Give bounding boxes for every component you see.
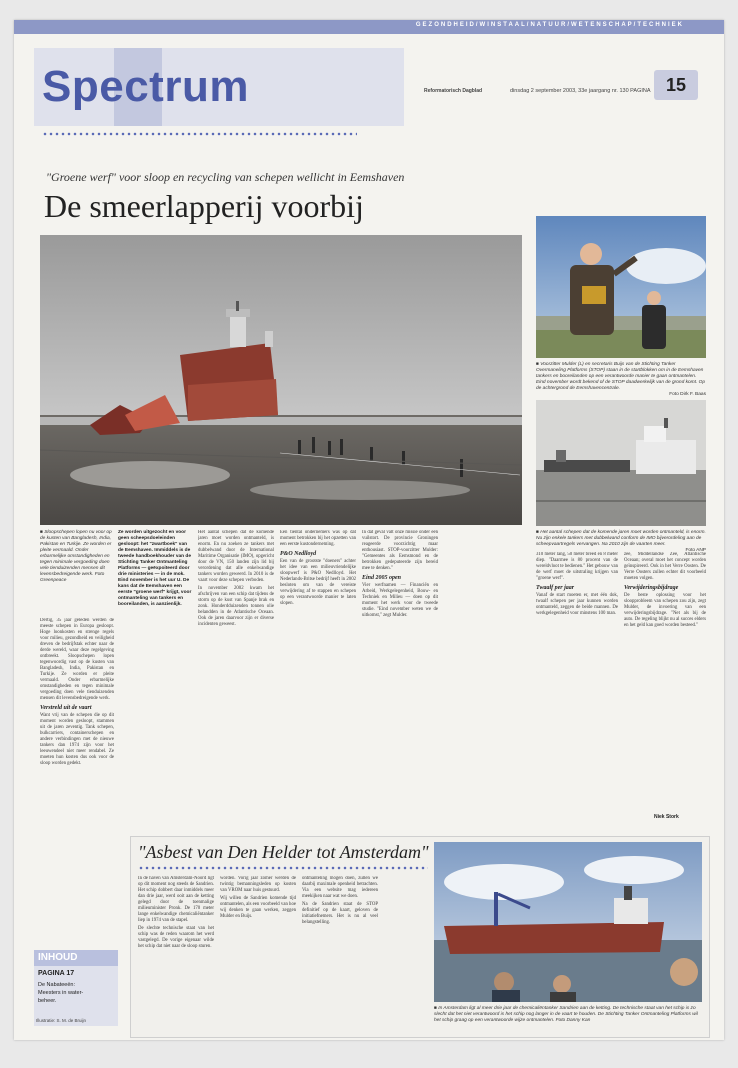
section-bar — [14, 20, 724, 34]
secondary-column-3 — [302, 876, 378, 1030]
article-kicker: "Groene werf" voor sloop en recycling van schepen wellicht in Eemshaven — [46, 170, 405, 184]
secondary-col3-paragraph-1: ontmanteling mogen doen, zullen we daarbij maximale openheid betrachten. Via een website mag iedereen meekijken naar wat we doen. — [302, 876, 378, 899]
date-line: dinsdag 2 september 2003, 33e jaargang nr. 130 PAGINA — [510, 88, 651, 94]
col6-paragraph-2: De beste oplossing voor het sloopprobleem van schepen zou zijn, zegt Mulder, de invoering van een verwijderingsbijdrage. "Net als bij de auto. De regeling blijkt nu al succes elders en het geld kan goed worden besteed." — [624, 593, 706, 628]
caption-mid-right-text: Het aantal schepen dat de komende jaren moet worden ontmanteld, is enorm. Nu zijn enkele tankers met dubbelwand conform de IMO bijverordeling aan de scheepvaartregels vervangen. Na 2010 zijn de vaarten meer. — [536, 530, 706, 547]
caption-top-right-text: Voorzitter Mulder (L) en secretaris Buijs van de Stichting Tanker Overmaneling Platforms (STOP) staan in de startblokken om in de Eemshaven tankers en booreilanden op een verantwoorde manier te gaan ontmantelen. Eind november wordt bekend of de STOP daadwerkelijk van de grond komt. Op de achtergrond de Eemshavencentrale. — [536, 362, 706, 391]
bullet-icon: ■ — [434, 1006, 439, 1011]
inhoud-title: INHOUD — [34, 950, 118, 966]
secondary-col1-paragraph-1: In de haven van Amsterdam-Noord ligt op dit moment nog steeds de Sandrien. Het schip dobbert daar inmiddels meer dan drie jaar, werd ooit aan de ketting gelegd door de toenmalige milieuminister Pronk. De 170 meter lange enkelwandige chemicaliëntanker liep in 1974 van de stapel. — [138, 876, 214, 923]
secondary-caption-text: In Amsterdam ligt al meer drie jaar de chemicaliëntanker Sandrien aan de ketting. De technische staat van het schip is zo slecht dat het niet verantwoord is het schip nog langer in de vaart te houden. De Stichting Tanker Ontmanteling Platforms wil het schip graag op een verantwoorde wijze ontmantelen. — [434, 1006, 698, 1023]
shipbreaking-image — [40, 235, 522, 525]
col2-paragraph-2: In november 2002 kwam het afschrijven van een schip dat tijdens de storm op de kust van Spanje brak en zonk. Honderdduizenden tonnen olie belandden in de Atlantische Oceaan. Ook de jaren daarvoor zijn er diverse incidenten geweest. — [198, 586, 274, 627]
men-portrait-image — [536, 216, 706, 358]
secondary-caption — [434, 1006, 702, 1024]
caption-main-text: Sloopschepen lopen nu voor op de kusten van Bangladesh, India, Pakistan en Turkije. Ze worden er pleite vermaald. Onder erbarmelijke omstandigheden en tegen minimale vergoeding doen vele tienduizenden mensen dit levensbedreigende werk. — [40, 530, 112, 577]
secondary-col3-paragraph-2: Na de Sandrien staat de STOP definitief op de kaart, geloven de initiatiefnemers. Het is nu al veel belangstelling. — [302, 902, 378, 925]
col3-paragraph-2: Een van de grootste "doeners" achter het idee van een milieuvriendelijke sloopwerf is P&O Nedlloyd. Het Nederlands-Britse bedrijf heeft in 2002 besloten om van de vereiste verwijdering af te stappen en schepen op een verantwoorde manier te laten slopen. — [280, 559, 356, 606]
inhoud-line-2: Meesters in water- — [38, 990, 84, 996]
photo-ships-harbour — [536, 400, 706, 526]
secondary-col2-paragraph-2: Wij willen de Sandrien komende tijd ontmantelen, als een voorbeeld van hoe wij denken te gaan werken, zeggen Mulder en Buijs. — [220, 896, 296, 919]
photo-credit-mid-right: Foto ANP — [685, 548, 706, 553]
secondary-column-1 — [138, 876, 214, 1030]
caption-top-right — [536, 362, 706, 398]
inhoud-line-1: De Nabateeën: — [38, 982, 75, 988]
article-column-1 — [40, 618, 114, 818]
article-byline: Niek Stork — [654, 814, 679, 820]
photo-credit-top-right: Foto Dirk F. Baas — [669, 392, 706, 397]
harbour-image — [536, 400, 706, 526]
section-bar-label: GEZONDHEID/WINSTAAL/NATUUR/WETENSCHAP/TECHNIEK — [415, 22, 684, 28]
col3-subheading: P&O Nedlloyd — [280, 551, 317, 557]
secondary-column-2 — [220, 876, 296, 1030]
bullet-icon: ■ — [536, 530, 541, 535]
inhoud-page-reference[interactable]: PAGINA 17 — [38, 970, 75, 977]
col5-paragraph-2: Vanaf de start moeten er, met één dok, twaalf schepen per jaar kunnen worden ontmanteld, zeggen de beide mannen. De werkgelegenheid voor minstens 100 man. — [536, 593, 618, 616]
bullet-icon: ■ — [40, 530, 45, 535]
inhoud-illustration-credit: Illustratie: S. M. de Bruijn — [36, 1018, 87, 1023]
article-column-6 — [624, 552, 706, 812]
caption-mid-right — [536, 530, 706, 554]
bullet-icon: ■ — [536, 362, 541, 367]
paper-name: Reformatorisch Dagblad — [424, 88, 483, 94]
col6-subheading: Verwijderingsbijdrage — [624, 585, 679, 591]
col3-paragraph-1: Een tiental ondernemers was op dat moment betrokken bij het opzetten van een eerste kustonderneming. — [280, 530, 356, 547]
inhoud-line-3: beheer. — [38, 998, 57, 1004]
secondary-dotted-rule — [138, 866, 428, 870]
page-number: 15 — [654, 70, 698, 100]
col1-paragraph-1: Dertig, 35 jaar geleden werden de meeste schepen in Europa gesloopt. Hoge loonkosten en strenge regels voor milieu, gezondheid en veiligheid dreven de bedrijfstak echter naar de derde wereld, waar deze regelgeving ontbreekt. Sloopschepen lopen tegenwoordig vast op de kusten van Bangladesh, India, Pakistan en Turkije. Ze worden er pleite vermaald. Onder erbarmelijke omstandigheden en tegen minimale vergoeding doen vele tienduizenden mensen dit levensbedreigende werk. — [40, 618, 114, 701]
article-lead: Ze worden uitgezocht en voor geen scheepsdoeleinden gesloopt: het "zwartboek" van de Eemshaven. Immiddels is de tweede handboekhouder van de Stichting Tanker Ontmanteling Platforms — geëxpoiteerd door drie ministeries — in de mok. Eind november is het uur U. De kans dat de Eemshaven een eerste "groene werf" krijgt, voor ontmanteling van tankers en booreilanden, is aanzienlijk. — [118, 530, 192, 607]
main-photo-shipbreaking — [40, 235, 522, 525]
masthead-dotted-rule — [42, 132, 357, 136]
col6-paragraph-1: zee, Middellandse Zee, Atlantische Oceaan; overal moet het concept worden geïnspireerd. Ook in het Verre Oosten. De Verre Oosters zullen echter dit voorbeeld moeten volgen. — [624, 552, 706, 581]
secondary-col2-paragraph-1: worden. Vorig jaar zomer werden de twintig bemanningsleden op kosten van VROM naar huis gestuurd. — [220, 876, 296, 893]
col4-subheading: Eind 2005 open — [362, 575, 402, 581]
article-column-3 — [280, 530, 356, 822]
secondary-col1-paragraph-2: De slechte technische staat van het schip was de reden waarom het werd vastgelegd. De vorige eigenaar wilde het schip dat niet naar de sloop sturen. — [138, 926, 214, 949]
secondary-photo-credit: Foto Danny Kan — [555, 1018, 591, 1023]
photo-men-with-documents — [536, 216, 706, 358]
col4-paragraph-1: In dat geval valt onze missie onder een vuilstort. De provincie Groningen reageerde voorzichtig maar enthousiast. STOP-voorzitter Mulder: "Gemeentes als Eemsmond en de betrokken gedeputeerde zijn bereid mee te denken." — [362, 530, 438, 571]
photo-sandrien-tanker — [434, 842, 702, 1002]
article-column-5 — [536, 552, 618, 822]
masthead-title: Spectrum — [42, 62, 249, 111]
article-column-2 — [198, 530, 274, 822]
tanker-image — [434, 842, 702, 1002]
newspaper-page — [14, 20, 724, 1040]
col5-paragraph-1: 310 meter lang, 50 meter breed en 8 meter diep. "Daarmee is 80 procent van de wereldvloot te bedienen." Het gebouw van de werf moet de uitstraling krijgen van "groene werf". — [536, 552, 618, 581]
col5-subheading: Twaalf per jaar — [536, 585, 575, 591]
col1-subheading: Verstreld uit de vaart — [40, 705, 92, 711]
article-headline: De smeerlapperij voorbij — [44, 188, 364, 224]
photo-credit-main: Foto Greenpeace — [40, 572, 105, 583]
col1-paragraph-2: Want vrij van de schepen die op dit moment worden gesloopt, stammen uit de jaren zeventig. Tank schepen, bulkcarriers, containerschepen en andere verbindingen met de nieuwe tankers dan 1974 zijn voor het leeuwendeel niet meer rendabel. Ze moeten hun kosten dus ook voor de sloop worden gedekt. — [40, 713, 114, 766]
caption-main — [40, 530, 114, 584]
col4-paragraph-2: Vier werfnamen — Financiën en Arbeid, Werkgelegenheid, Bouw- en Techniek en Milieu — doen op dit moment het werk voor de tweede studie. "Eind november weten we de uitkomst," zegt Mulder. — [362, 583, 438, 618]
article-column-4 — [362, 530, 438, 822]
col2-paragraph-1: Het aantal schepen dat de komende jaren moet worden ontmanteld, is enorm. En nu zoeken ze tankers met dubbelwand door de International Maritime Organisatie (IMO), opgericht door de VN, 150 landen zijn lid bij verordening dat alle enkelwandige tankers worden geweerd. In 2010 is de vaart voor deze schepen verboden. — [198, 530, 274, 583]
secondary-headline: "Asbest van Den Helder tot Amsterdam" — [138, 842, 429, 862]
